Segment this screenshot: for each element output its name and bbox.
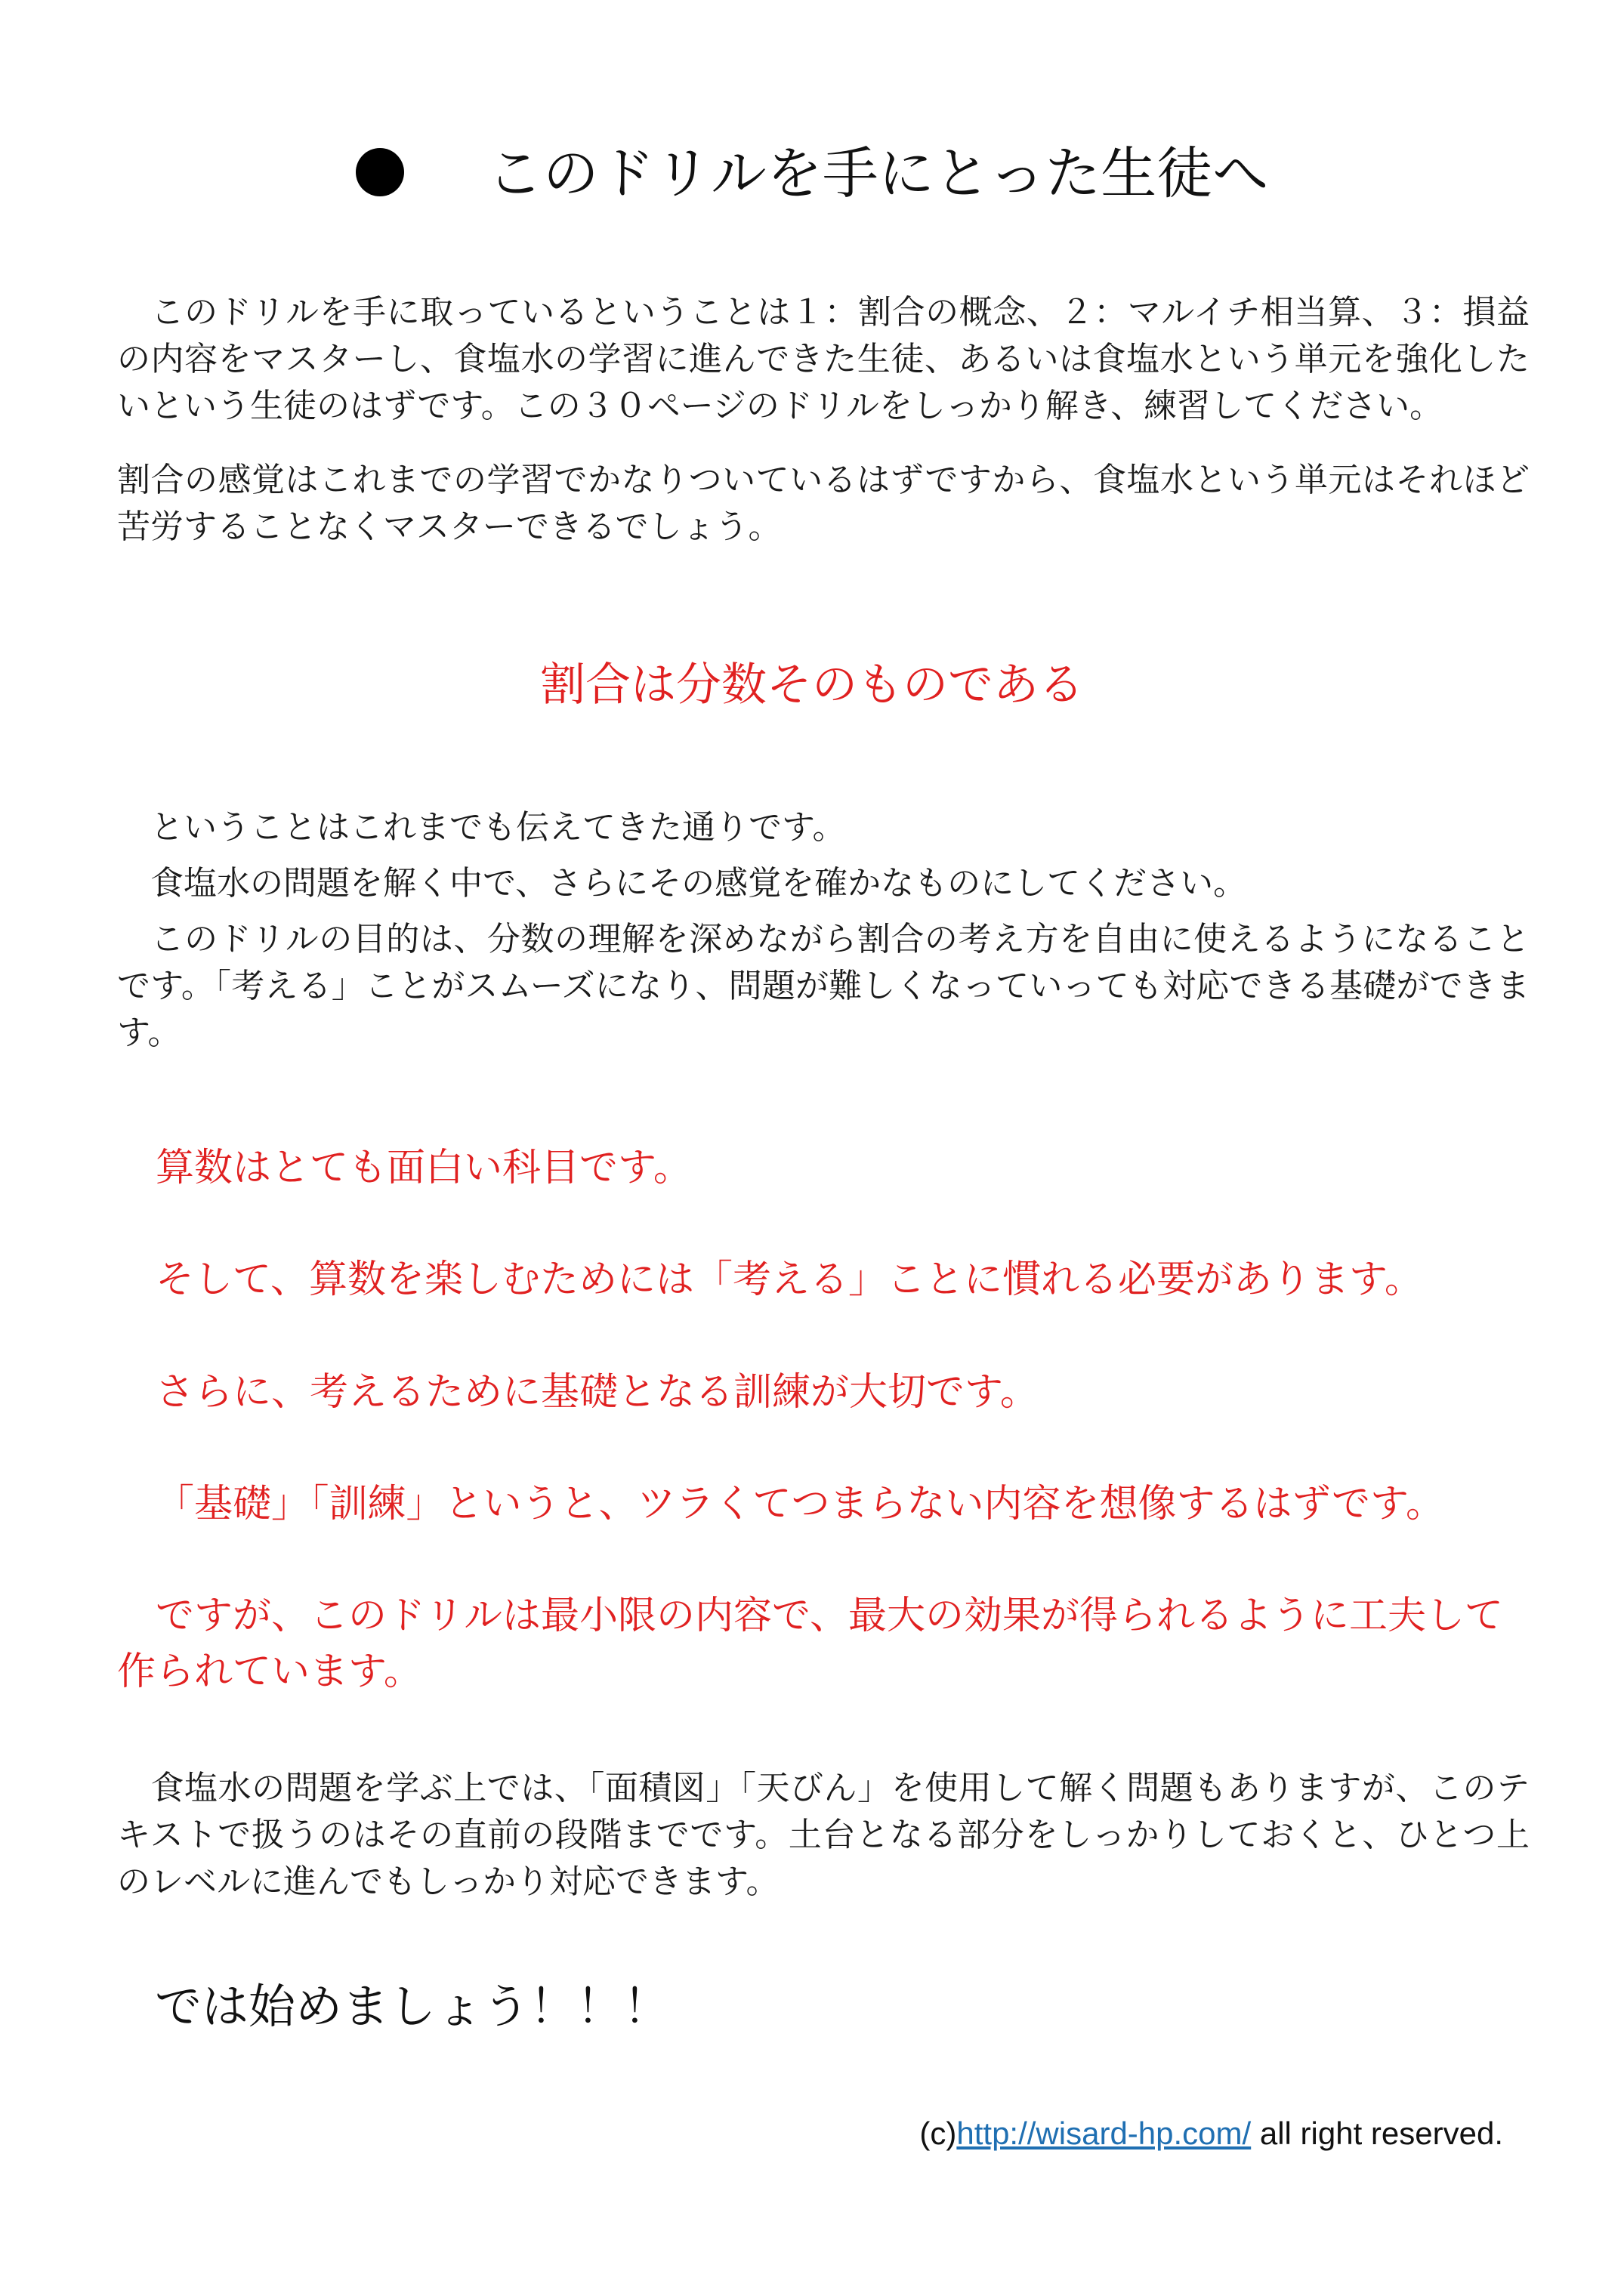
body-line-1	[117, 804, 1530, 851]
bullet-icon	[356, 148, 404, 196]
key-heading: 割合は分数そのものである	[540, 659, 1084, 711]
message-2	[117, 1252, 1530, 1308]
body-line-2-text: 食塩水の問題を解く中で、さらにその感覚を確かなものにしてください。	[150, 864, 1247, 903]
message-5-text: ですが、このドリルは最小限の内容で、最大の効果が得られるように工夫して作られています。	[117, 1594, 1503, 1694]
closing-paragraph	[117, 1765, 1530, 1906]
message-3-text: さらに、考えるために基礎となる訓練が大切です。	[156, 1370, 1039, 1415]
message-3	[117, 1365, 1530, 1421]
message-4	[117, 1477, 1530, 1532]
copyright-suffix: all right reserved.	[1251, 2116, 1503, 2151]
message-4-text: 「基礎」「訓練」というと、ツラくてつまらない内容を想像するはずです。	[156, 1482, 1444, 1526]
page-title-text: このドリルを手にとった生徒へ	[486, 141, 1269, 206]
body-line-2	[117, 860, 1530, 907]
start-message: では始めましょう！！！	[155, 1979, 671, 2034]
intro-paragraph-1	[117, 289, 1530, 430]
body-line-3-text: このドリルの目的は、分数の理解を深めながら割合の考え方を自由に使えるようになることです。「考える」ことがスムーズになり、問題が難しくなっていっても対応できる基礎ができます。	[117, 920, 1530, 1052]
copyright-prefix: (c)	[919, 2116, 957, 2151]
intro-paragraph-2: 割合の感覚はこれまでの学習でかなりついているはずですから、食塩水という単元はそれほど苦労することなくマスターできるでしょう。	[117, 461, 1530, 546]
message-5	[117, 1588, 1530, 1700]
message-1-text: 算数はとても面白い科目です。	[156, 1146, 692, 1190]
page-title	[0, 136, 1624, 211]
message-2-text: そして、算数を楽しむためには「考える」ことに慣れる必要があります。	[156, 1258, 1423, 1302]
closing-paragraph-text: 食塩水の問題を学ぶ上では、「面積図」「天びん」を使用して解く問題もありますが、このテキストで扱うのはその直前の段階までです。土台となる部分をしっかりしておくと、ひとつ上のレベルに進んでもしっかり対応できます。	[117, 1769, 1530, 1901]
body-line-1-text: ということはこれまでも伝えてきた通りです。	[150, 808, 846, 847]
copyright-footer	[919, 2111, 1503, 2156]
intro-paragraph-1-text: このドリルを手に取っているということは１：割合の概念、２：マルイチ相当算、３：損益の内容をマスターし、食塩水の学習に進んできた生徒、あるいは食塩水という単元を強化したいという生徒のはずです。この３０ページのドリルをしっかり解き、練習してください。	[117, 293, 1530, 425]
website-link[interactable]: http://wisard-hp.com/	[956, 2116, 1252, 2151]
message-1	[117, 1140, 1530, 1196]
body-line-3	[117, 916, 1530, 1057]
